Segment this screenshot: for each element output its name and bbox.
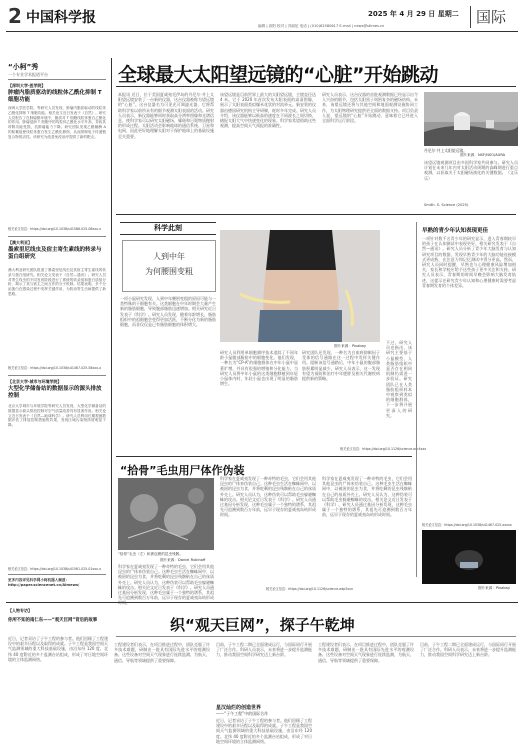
bottom-body-col1: 近日，记者采访了子午工程的参与者。他们回顾了工程建设中的艰辛历程以及取得的成就。子午工程是我国空间天气监测领域的重大科技基础设施，由沿东经 120 度、北纬 40 度附近的多个监测台站组成，形成了对日地空间环境的立体监测网络。 bbox=[8, 636, 108, 662]
caterpillar-photo bbox=[118, 478, 214, 550]
feature-body-col3: 研究团队还发现，一种名为白血病抑制因子受体的信号通路在这一过程中发挥关键作用。阻断该信号通路后，中年小鼠的腹部脂肪积累明显减少。研究人员表示，这一发现有望为预防和治疗中年肥胖及相关代谢疾病提供新的策略。 bbox=[302, 350, 380, 382]
feature-body-col2: 研究人员利用单细胞测序技术追踪了不同年龄小鼠腹部脂肪中的细胞变化。他们发现，一种名为“CP-A”的细胞群体在中年小鼠中显著扩增，并具有很强的增殖和分化能力。当研究人员将中年小鼠的这类细胞移植到年轻小鼠体内时，年轻小鼠也出现了明显的脂肪增生。 bbox=[220, 350, 298, 387]
article-title: 大型化学储备站的数据显示的源头排放控制 bbox=[8, 386, 102, 399]
caterpillar-body-col2: 科学家在夏威夷发现了一种奇特的毛虫，它们会用其他昆虫的尸体来伪装自己。这种毛虫生活在蜘蛛网中，以被困的昆虫为食，并将吃剩的昆虫残骸粘在自己的丝质外壳上。研究人员认为，这种伪装可以帮助毛虫躲避蜘蛛的攻击。相关论文近日发表于《科学》。研究人员通过基因分析发现，这种毛虫属于一个独特的谱系，其祖先可追溯到数百万年前，远早于现存的夏威夷岛屿形成时间。 bbox=[220, 476, 316, 518]
page-number: 2 bbox=[8, 4, 22, 28]
image-credit: 图片来源：Pixabay bbox=[478, 586, 510, 590]
bottom-mid-subtitle: ——“子午工程”中的国际合作 bbox=[216, 711, 269, 716]
feature-body-col4: 不过，研究人员也指出，该研究主要基于小鼠模型，人类脂肪组织中是否存在相同机制仍需进一步验证。研究团队已在人类脂肪组织样本中观察到类似的细胞群体，下一步将开展更深入的研究。 bbox=[386, 340, 412, 418]
bottom-tag: 【人物专访】 bbox=[8, 608, 32, 613]
bottom-headline: 织“观天巨网”，探子午乾坤 bbox=[170, 616, 355, 634]
lead-sidebar-text: 该望远镜观测项目由多国科学家共同参与。研究人员计划在未来几年内对太阳活动周期的高峰期进行重点观测，以获取关于太阳磁场演化的关键数据。（文乐乐） bbox=[424, 160, 518, 181]
sidebar-footer: 更多内容详见科学网小柯机器人频道：http://paper.sciencenet.cn/Aimews/ bbox=[8, 578, 80, 587]
article-tag: 【澳大利亚】 bbox=[8, 240, 32, 245]
bottom-body-col5: 工程建设者们表示，在项目推进过程中，团队克服了许多技术难题，研制出一批具有国际先进水平的观测设备。这些设备对空间天气现象进行连续监测，为航天、通信、导航等领域提供了重要保障。 bbox=[318, 642, 414, 663]
lead-body-col1: 本报讯 近日，位于美国夏威夷毛伊岛的丹尼尔·井上太阳望远镜安装了一台新的仪器，这台仪器被称为望远镜的“心脏”。这台仪器名为可见光可调滤光器，它将帮助科学家以前所未有的细节观测太阳表面的活动。研究人员表示，新仪器能够同时获取高分辨率图像和光谱信息，使科学家可以研究太阳磁场、耀斑和日冕物质抛射的形成过程。太阳活动会影响地球的通信系统、卫星和电网，因此更好地理解太阳对于保护地球上的基础设施至关重要。 bbox=[118, 92, 214, 139]
masthead-rule bbox=[6, 31, 518, 32]
article-title: 墨索里尼线虫及宿主寄生素线的转录与蛋白组研究 bbox=[8, 247, 102, 260]
bottom-body-col2: 工程建设者们表示，在项目推进过程中，团队克服了许多技术难题，研制出一批具有国际先进水平的观测设备。这些设备对空间天气现象进行连续监测，为航天、通信、导航等领域提供了重要保障。 bbox=[114, 642, 210, 663]
caterpillar-body-col3: 科学家在夏威夷发现了一种奇特的毛虫，它们会用其他昆虫的尸体来伪装自己。这种毛虫生活在蜘蛛网中，以被困的昆虫为食，并将吃剩的昆虫残骸粘在自己的丝质外壳上。研究人员认为，这种伪装可以帮助毛虫躲避蜘蛛的攻击。相关论文近日发表于《科学》。研究人员通过基因分析发现，这种毛虫属于一个独特的谱系，其祖先可追溯到数百万年前，远早于现存的夏威夷岛屿形成时间。 bbox=[322, 476, 412, 518]
youth-body: 一项针对数千名青少年的研究显示，进入青春期较早的孩子在认知测试中表现更好。相关研究发表于《自然—通讯》。研究人员分析了青少年大脑发育与认知研究项目的数据，发现早熟青少年的大脑功能连接模式更成熟，在注意力和记忆测试中得分更高。然而，研究人员同时提醒，早熟也与心理健康风险增加相关，家长和学校应给予这些孩子更多关注和支持。研究人员表示，青春期的时间早晚会影响大脑发育轨迹，这提示在研究青少年认知和心理健康时需要考虑青春期发育的个体差异。 bbox=[422, 236, 516, 288]
caterpillar-doi: 相关论文信息：https://doi.org/10.1126/science.adp3xxx bbox=[266, 587, 353, 591]
lead-body-col2: 该望远镜是目前世界上最大的太阳望远镜，主镜直径达 4 米。它于 2020 年首次发布太阳表面的高清图像，展示了太阳表面类似爆米花状的对流单元。新安装的仪器由德国研究机构主导研制，耗时多年完成。研究人员介绍，该仪器能够以极高的速度在不同波长之间切换，捕捉太阳大气中快速变化的现象。科学家希望借助这些观测，提高空间天气预报的准确性。 bbox=[220, 92, 316, 129]
article-body: 北京大学城市与环境学院等研究人员发现，大型化学储备站的数据显示源头排放控制对空气质量改善具有显著作用。相关论文近日发表于《自然—地球科学》。研究人员利用长期观测数据评估了排放控制措施的效果，发现区域污染物浓度明显下降。 bbox=[8, 404, 106, 428]
image-caption: “拾骨”毛虫（左）和被包裹的昆虫残骸。 bbox=[118, 552, 183, 556]
article-title: 肿瘤内脂质驱动的线粒体乙酰化抑制 T 细胞功能 bbox=[8, 90, 102, 103]
caterpillar-headline: “拾骨”毛虫用尸体作伪装 bbox=[120, 464, 245, 477]
waist-photo bbox=[220, 230, 380, 342]
editor-line: 编辑 | 高阳 校对 | 冯丽妃 电话 | (010)62580617 E-mail | news@stimes.cn bbox=[258, 24, 385, 28]
paper-name: 中国科学报 bbox=[26, 10, 96, 26]
caterpillar-body-col1: 科学家在夏威夷发现了一种奇特的毛虫，它们会用其他昆虫的尸体来伪装自己。这种毛虫生活在蜘蛛网中，以被困的昆虫为食，并将吃剩的昆虫残骸粘在自己的丝质外壳上。研究人员认为，这种伪装可以帮助毛虫躲避蜘蛛的攻击。相关论文近日发表于《科学》。研究人员通过基因分析发现，这种毛虫属于一个独特的谱系，其祖先可追溯到数百万年前，远早于现存的夏威夷岛屿形成 bbox=[118, 564, 214, 601]
lead-headline: 全球最大太阳望远镜的“心脏”开始跳动 bbox=[118, 64, 438, 86]
lead-body-col3: 研究人员表示，这台仪器的首批观测数据已经显示出令人兴奋的细节，包括太阳黑子周围复杂的磁场结构。未来，该望远镜还将与其他空间和地面观测设施协同工作，为太阳物理研究提供更全面的数据支持。项目负责人说，望远镜的“心脏”开始跳动，意味着它已经进入全面科学运行阶段。 bbox=[322, 92, 418, 124]
article-body: 澳大利亚研究团队报道了墨索里尼线虫及其宿主寄生素线的转录与蛋白组研究。相关论文发表于《自然—通讯》。研究人员对寄生线虫的不同发育阶段进行了系统的转录组和蛋白质组分析，揭示了其与宿主之间互作的分子机制。结果表明，多个分泌蛋白在感染过程中发挥关键作用，为防治寄生虫病提供了新思路。 bbox=[8, 268, 106, 296]
feature-title-line1: 人到中年 bbox=[153, 252, 185, 261]
column-subtitle: 一个专业学术报道平台 bbox=[8, 72, 48, 77]
article-body: 深圳大学医学院，等研究人员发现，肿瘤内脂质驱动的线粒体乙酰化抑制 T 细胞功能。相关论文近日发表于《自然》。研究人员报告了在肿瘤微环境中，脂质对 T 细胞线粒体蛋白乙酰化的作用。肿瘤浸润 T 细胞中的线粒体乙酰化水平升高，导致其呼吸功能受损，抗肿瘤能力下降。研究团队发现乙酰辅酶 A 的积累促使线粒体蛋白发生乙酰化修饰，从而抑制电子传递链复合物的活性。该研究为改善免疫治疗提供了新的靶点。 bbox=[8, 106, 106, 139]
article-doi: 相关论文信息：https://doi.org/10.1038/s41467-025-58xxx-x bbox=[8, 366, 102, 370]
image-credit: 图片来源：NSF/NSO/AURA bbox=[460, 153, 506, 157]
lead-reference: Smith. S. Science (2025) bbox=[424, 203, 469, 207]
bottom-mid-title: 星汉灿烂的创造世界 bbox=[216, 705, 262, 711]
feature-column-label: 科学此刻 bbox=[120, 222, 216, 235]
article-doi: 相关论文信息：https://doi.org/10.1038/s41561-025-01xxx-x bbox=[8, 567, 102, 571]
youth-doi: 相关论文信息：https://doi.org/10.1038/s41467-025-xxxxx bbox=[422, 523, 512, 527]
feature-title-box bbox=[122, 240, 216, 292]
feature-title-line2: 为何腰围变粗 bbox=[145, 267, 193, 276]
article-tag: 【北京大学·城市与环境学院】 bbox=[8, 379, 62, 384]
article-tag: 【深圳大学·医学院】 bbox=[8, 83, 46, 88]
bottom-body-col3: 目前，子午工程二期已全面建成运行，与国际同行开展了广泛合作。科研人员表示，未来将进一步提升监测能力，推动我国空间科学研究迈上新台阶。 bbox=[216, 642, 312, 658]
section-name: 国际 bbox=[476, 8, 507, 26]
feature-body-col1: 一项小鼠研究发现，人到中年腰围变粗的原因可能与一类特殊的干细胞有关。这类细胞在中年时期会大量产生新的脂肪细胞，导致腹部脂肪迅速增加。相关研究近日发表于《科学》。研究人员发现，随着年龄增长，脂肪组织中的祖细胞会变得更加活跃，不断分化为新的脂肪细胞，而非仅仅是已有脂肪细胞的体积增大。 bbox=[120, 296, 216, 328]
telescope-photo bbox=[424, 92, 518, 146]
column-title: “小柯”秀 bbox=[8, 63, 39, 71]
date: 2025 年 4 月 29 日 星期二 bbox=[368, 10, 459, 18]
bottom-body-col6: 目前，子午工程二期已全面建成运行，与国际同行开展了广泛合作。科研人员表示，未来将进一步提升监测能力，推动我国空间科学研究迈上新台阶。 bbox=[420, 642, 516, 658]
youth-headline: 早熟的青少年认知表现更佳 bbox=[422, 228, 489, 234]
bottom-body-col4: 近日，记者采访了子午工程的参与者。他们回顾了工程建设中的艰辛历程以及取得的成就。子午工程是我国空间天气监测领域的重大科技基础设施，由沿东经 120 度、北纬 40 度附近的多个监测台站组成，形成了对日地空间环境的立体监测网络。 bbox=[216, 718, 312, 744]
teen-photo bbox=[422, 530, 516, 584]
image-credit: 图片来源：Pixabay bbox=[334, 344, 366, 348]
feature-doi: 相关论文信息：https://doi.org/10.1126/science.adr4xxx bbox=[340, 447, 427, 451]
article-doi: 相关论文信息：https://doi.org/10.1038/s41586-025-08xxx-x bbox=[8, 227, 102, 231]
bottom-subhead: 你所不知的南仁东——“观天巨网”背后的故事 bbox=[8, 618, 98, 623]
image-credit: 图片来源：Daniel Rubinoff bbox=[160, 558, 206, 562]
image-caption: 丹尼尔·井上太阳望远镜。 bbox=[424, 148, 467, 153]
